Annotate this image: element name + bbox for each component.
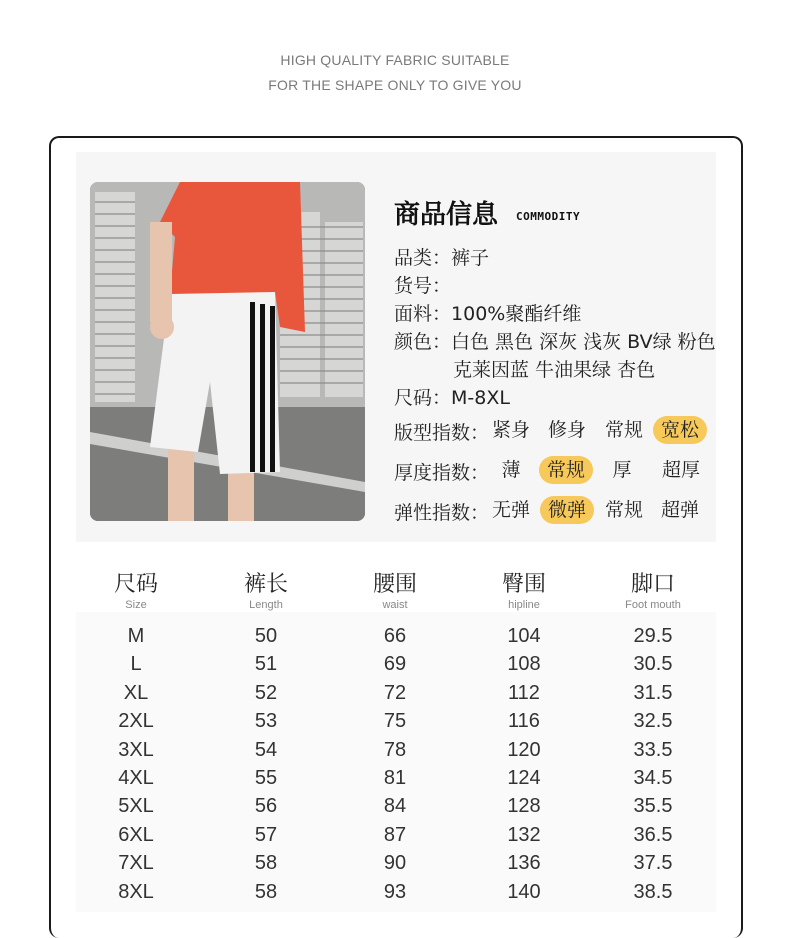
table-cell: 132 bbox=[507, 823, 541, 846]
color-label: 颜色： bbox=[394, 331, 452, 353]
product-photo-image bbox=[90, 182, 365, 521]
fit-option-2: 修身 bbox=[547, 419, 586, 441]
tagline-line-1: HIGH QUALITY FABRIC SUITABLE bbox=[280, 52, 510, 68]
fabric-label: 面料： bbox=[394, 303, 452, 325]
table-cell: 81 bbox=[383, 767, 407, 789]
table-cell: 120 bbox=[507, 738, 541, 761]
table-cell: XL bbox=[123, 681, 149, 704]
color-value-2: 克莱因蓝 牛油果绿 杏色 bbox=[453, 359, 656, 381]
table-cell: 58 bbox=[254, 852, 278, 875]
table-cell: 53 bbox=[254, 710, 278, 733]
table-cell: 90 bbox=[383, 852, 407, 875]
elasticity-option-3: 常规 bbox=[604, 499, 643, 521]
table-cell: 51 bbox=[254, 653, 278, 676]
table-cell: 36.5 bbox=[633, 823, 673, 846]
table-cell: 136 bbox=[507, 852, 541, 875]
color-value-1: 白色 黑色 深灰 浅灰 BV绿 粉色 bbox=[451, 331, 716, 353]
item-no-label: 货号： bbox=[394, 275, 452, 297]
table-cell: 87 bbox=[383, 823, 407, 846]
elasticity-index-label: 弹性指数： bbox=[394, 502, 490, 524]
thickness-index-label: 厚度指数： bbox=[394, 462, 490, 484]
header-size-en: Size bbox=[125, 599, 147, 611]
thickness-option-4: 超厚 bbox=[661, 459, 700, 481]
table-cell: 50 bbox=[254, 625, 278, 647]
table-cell: 3XL bbox=[118, 738, 154, 761]
header-waist bbox=[335, 572, 455, 612]
table-cell: 66 bbox=[383, 625, 407, 647]
size-row bbox=[394, 383, 510, 410]
table-cell: 112 bbox=[508, 681, 540, 704]
table-cell: 54 bbox=[254, 738, 278, 761]
table-cell: 58 bbox=[254, 880, 278, 903]
table-cell: 32.5 bbox=[633, 710, 673, 733]
table-cell: 2XL bbox=[118, 710, 154, 733]
table-cell: 108 bbox=[507, 653, 541, 676]
category-value: 裤子 bbox=[451, 247, 490, 269]
table-cell: 84 bbox=[383, 795, 407, 818]
table-cell: 52 bbox=[254, 681, 278, 704]
table-cell: 93 bbox=[383, 880, 407, 903]
fit-option-4-selected: 宽松 bbox=[653, 416, 707, 444]
thickness-option-2-selected: 常规 bbox=[539, 456, 593, 484]
tagline-line-2: FOR THE SHAPE ONLY TO GIVE YOU bbox=[268, 77, 522, 93]
header-waist-en: waist bbox=[382, 599, 408, 611]
size-value: M-8XL bbox=[451, 387, 510, 409]
fabric-value: 100%聚酯纤维 bbox=[451, 303, 582, 325]
table-cell: 124 bbox=[507, 767, 541, 789]
table-cell: 78 bbox=[383, 738, 407, 761]
table-cell: 5XL bbox=[118, 795, 154, 818]
table-cell: 69 bbox=[383, 653, 407, 676]
elasticity-option-2-selected: 微弹 bbox=[540, 496, 594, 524]
fit-option-3: 常规 bbox=[604, 419, 643, 441]
header-foot-mouth-en: Foot mouth bbox=[625, 599, 681, 611]
table-cell: 56 bbox=[254, 795, 278, 818]
table-cell: 7XL bbox=[118, 852, 154, 875]
table-cell: 31.5 bbox=[633, 681, 673, 704]
table-cell: 37.5 bbox=[633, 852, 673, 875]
fit-option-1: 紧身 bbox=[491, 419, 530, 441]
product-photo bbox=[90, 182, 365, 521]
category-row bbox=[394, 243, 489, 270]
size-label: 尺码： bbox=[394, 387, 452, 409]
header-foot-mouth-cn: 脚口 bbox=[630, 572, 675, 597]
category-label: 品类： bbox=[394, 247, 452, 269]
header-size-cn: 尺码 bbox=[113, 572, 158, 597]
thickness-option-1: 薄 bbox=[501, 459, 521, 481]
product-info-subtitle: COMMODITY bbox=[516, 210, 581, 223]
color-row bbox=[394, 327, 716, 354]
table-cell: 57 bbox=[254, 823, 278, 846]
table-cell: 30.5 bbox=[633, 653, 673, 676]
header-size bbox=[76, 572, 196, 612]
table-cell: 33.5 bbox=[633, 738, 673, 761]
table-cell: 29.5 bbox=[633, 625, 673, 647]
header-length-en: Length bbox=[249, 599, 283, 611]
product-info-title: 商品信息 bbox=[394, 200, 499, 230]
elasticity-option-4: 超弹 bbox=[660, 499, 699, 521]
table-cell: 38.5 bbox=[633, 880, 673, 903]
item-no-row bbox=[394, 271, 451, 298]
table-cell: 34.5 bbox=[633, 767, 673, 789]
table-cell: 140 bbox=[507, 880, 541, 903]
header-hipline-en: hipline bbox=[508, 599, 540, 611]
table-cell: 75 bbox=[383, 710, 407, 733]
header-hipline-cn: 臀围 bbox=[501, 572, 546, 597]
elasticity-option-1: 无弹 bbox=[491, 499, 530, 521]
table-cell: 35.5 bbox=[633, 795, 673, 818]
thickness-option-3: 厚 bbox=[612, 459, 632, 481]
table-cell: 55 bbox=[254, 767, 278, 789]
table-cell: M bbox=[127, 625, 145, 647]
header-hipline bbox=[464, 572, 584, 612]
table-cell: 72 bbox=[383, 681, 407, 704]
table-cell: 104 bbox=[507, 625, 541, 647]
table-cell: 128 bbox=[507, 795, 541, 818]
fabric-row bbox=[394, 299, 581, 326]
header-foot-mouth bbox=[593, 572, 713, 612]
table-cell: L bbox=[130, 653, 142, 676]
header-waist-cn: 腰围 bbox=[372, 572, 417, 597]
fit-index-label: 版型指数： bbox=[394, 422, 490, 444]
header-length bbox=[206, 572, 326, 612]
table-cell: 6XL bbox=[118, 823, 154, 846]
table-cell: 116 bbox=[508, 710, 540, 733]
header-length-cn: 裤长 bbox=[243, 572, 288, 597]
table-cell: 4XL bbox=[118, 767, 154, 789]
table-cell: 8XL bbox=[118, 880, 154, 903]
